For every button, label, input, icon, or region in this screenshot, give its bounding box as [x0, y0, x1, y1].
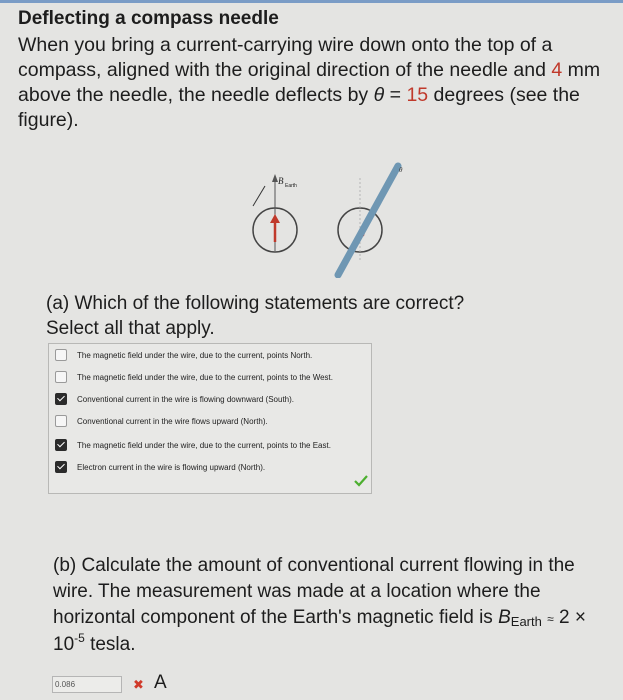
intro-text-2: mm above the needle, the needle deflects by: [18, 59, 601, 106]
option-checkbox[interactable]: [55, 371, 67, 383]
option-row[interactable]: [55, 460, 265, 474]
options-checklist: [48, 343, 372, 494]
needle-left-arrowhead: [270, 214, 280, 223]
wrong-x-icon: ✖: [133, 677, 144, 692]
option-checkbox-checked[interactable]: [55, 461, 67, 473]
option-row[interactable]: [55, 392, 294, 406]
option-label: Conventional current in the wire is flowing downward (South).: [77, 394, 294, 404]
approx-sign: ≈: [547, 612, 554, 626]
left-compass: [253, 174, 297, 252]
distance-value: 4: [551, 59, 563, 81]
option-label: Electron current in the wire is flowing upward (North).: [77, 462, 266, 472]
unit-tesla: tesla.: [84, 634, 136, 655]
option-checkbox[interactable]: [55, 349, 67, 361]
b-subscript: Earth: [510, 614, 542, 629]
option-label: The magnetic field under the wire, due to the current, points to the East.: [77, 440, 331, 450]
option-row[interactable]: [55, 348, 312, 362]
b-earth-label-sub: Earth: [285, 183, 297, 189]
answer-unit: A: [154, 672, 167, 693]
equals-sign: =: [384, 84, 407, 106]
theta-symbol: θ: [373, 84, 385, 106]
option-row[interactable]: [55, 414, 268, 428]
field-direction-line: [253, 186, 265, 206]
option-checkbox[interactable]: [55, 415, 67, 427]
angle-value: 15: [406, 84, 429, 106]
right-compass: [338, 166, 403, 275]
wire: [338, 166, 398, 275]
option-label: The magnetic field under the wire, due to the current, points to the West.: [77, 372, 333, 382]
answer-input[interactable]: 0.086: [52, 676, 122, 693]
intro-text-1: When you bring a current-carrying wire down onto the top of a compass, aligned with the original direction of the needle and: [18, 34, 553, 81]
part-b-text: (b) Calculate the amount of conventional current flowing in the wire. The measurement was made at a location where the horizontal component of the Earth's magnetic field is: [53, 555, 575, 628]
option-row[interactable]: [55, 370, 333, 384]
option-label: Conventional current in the wire flows upward (North).: [77, 416, 268, 426]
b-earth-label: B: [278, 176, 284, 186]
option-checkbox-checked[interactable]: [55, 439, 67, 451]
b-symbol: B: [498, 607, 511, 628]
option-row[interactable]: [55, 438, 331, 452]
part-a-question: [46, 291, 586, 341]
intro-text-3: degrees (see the figure).: [18, 84, 580, 131]
correct-check-icon: [354, 475, 368, 487]
page-title: Deflecting a compass needle: [18, 8, 279, 29]
top-border: [0, 0, 623, 3]
part-b-question: [53, 553, 613, 659]
problem-intro: [18, 33, 618, 133]
part-a-question-text: (a) Which of the following statements are correct?: [46, 293, 465, 314]
option-label: The magnetic field under the wire, due to the current, points North.: [77, 350, 313, 360]
part-a-instruction: Select all that apply.: [46, 318, 215, 339]
compass-figure: [225, 158, 415, 278]
coefficient: 2 × 10: [53, 607, 586, 655]
exponent: -5: [74, 631, 85, 645]
option-checkbox-checked[interactable]: [55, 393, 67, 405]
theta-figure-label: θ: [399, 166, 403, 174]
